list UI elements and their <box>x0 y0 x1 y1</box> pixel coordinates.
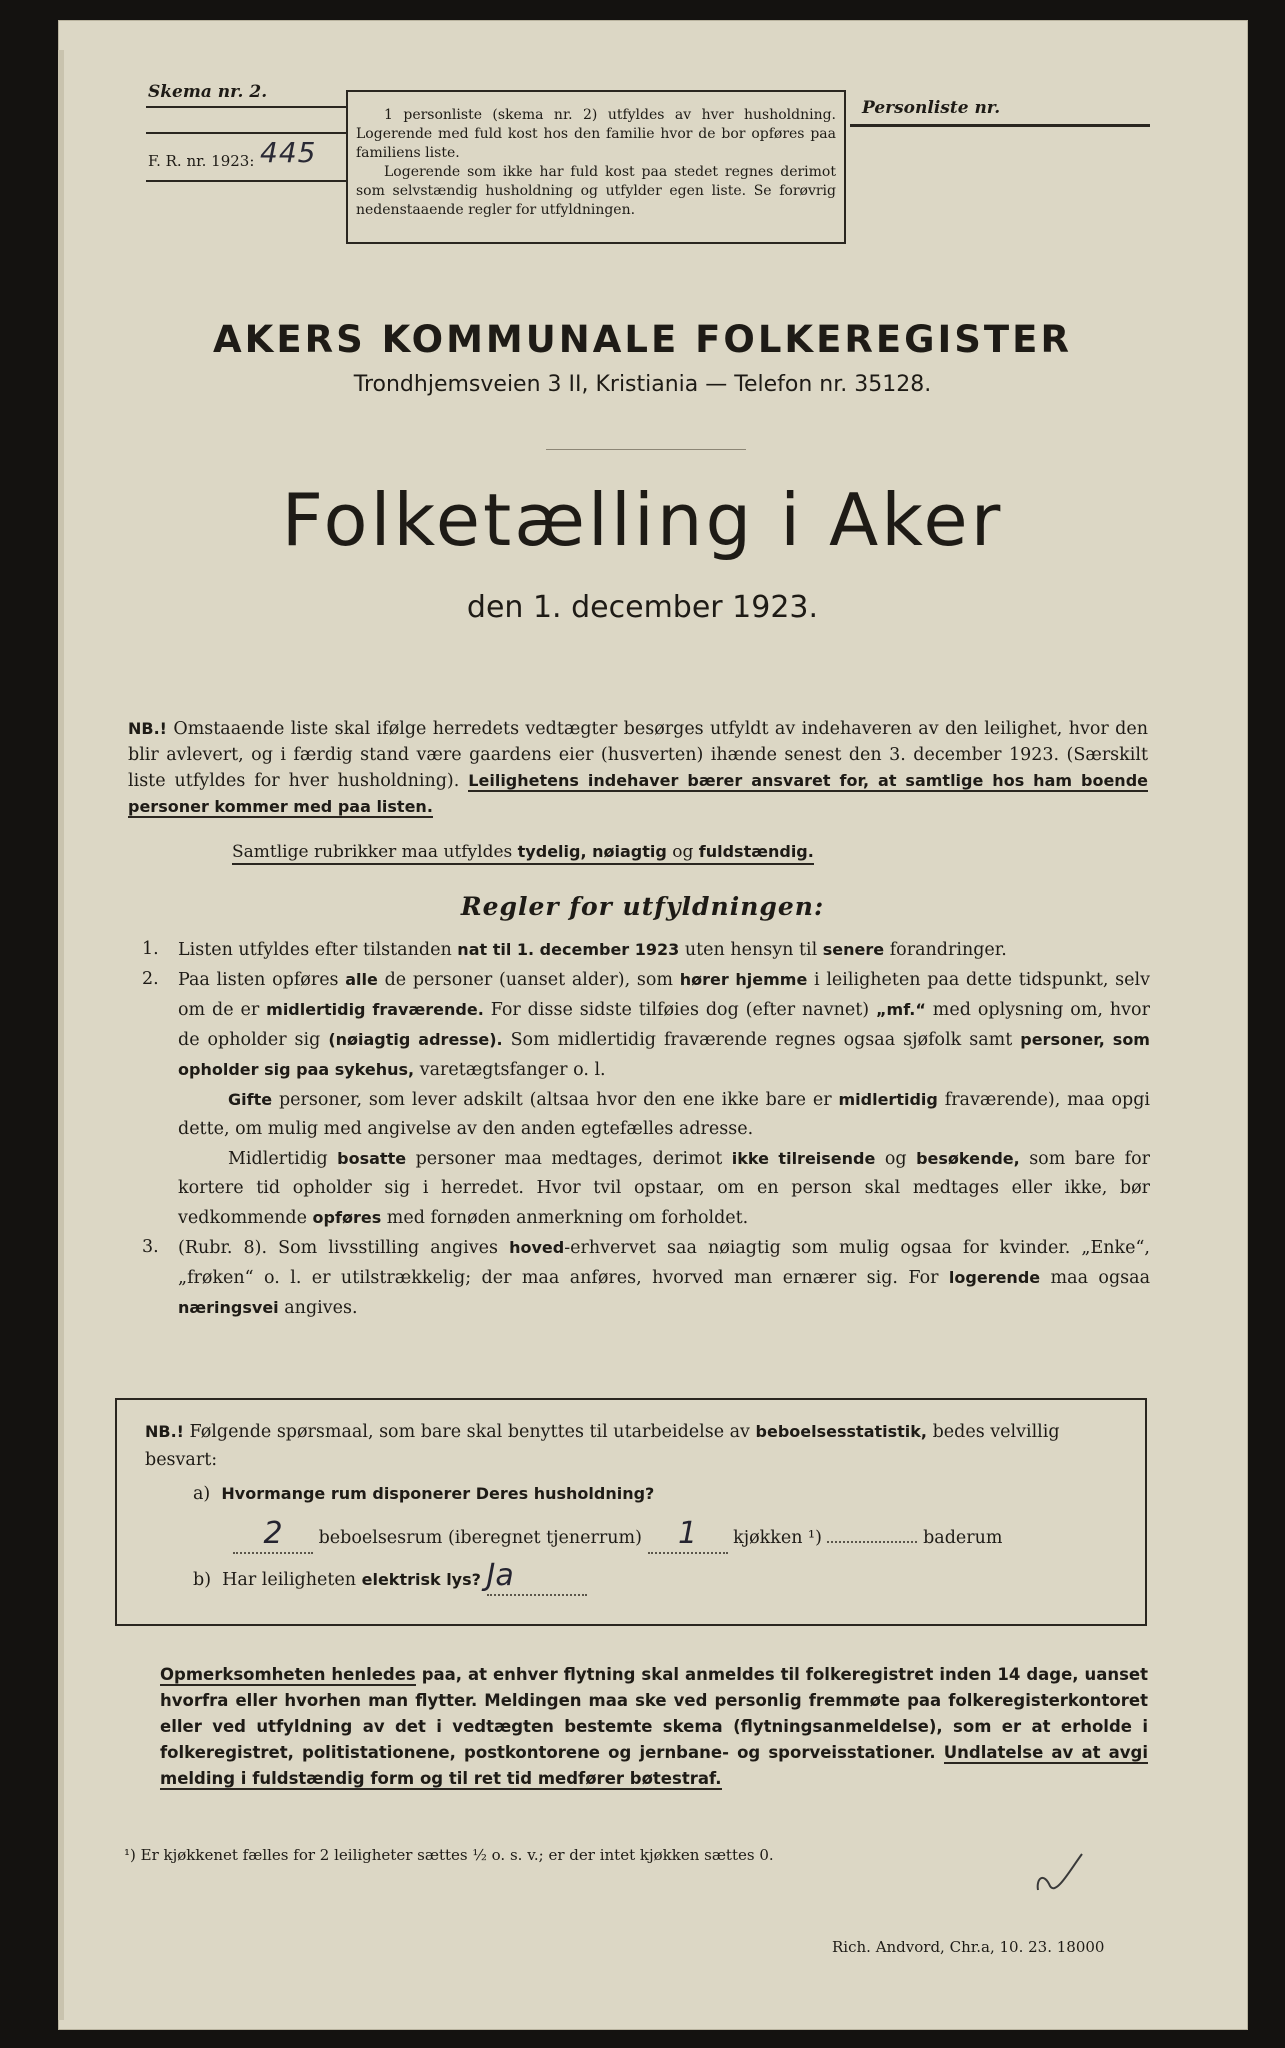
rule-text: uten hensyn til <box>684 940 818 960</box>
notice-penalty: Undlatelse av at avgi melding i fuldstændig form og til ret tid medfører bøtestraf. <box>160 1743 1148 1788</box>
rooms-field[interactable] <box>233 1516 313 1554</box>
rule-text: (Rubr. 8). Som livsstilling angives <box>178 1238 499 1258</box>
kitchen-field[interactable] <box>648 1516 728 1554</box>
handwritten-check-icon <box>1030 1850 1090 1900</box>
organization-address: Trondhjemsveien 3 II, Kristiania — Telefon nr. 35128. <box>353 372 932 397</box>
fr-number-label: F. R. nr. 1923: <box>148 152 255 170</box>
census-date: den 1. december 1923. <box>466 590 819 625</box>
rule-bold: hører hjemme <box>679 970 808 989</box>
rule-number: 3. <box>142 1237 159 1257</box>
rule-text: maa ogsaa <box>1050 1268 1150 1288</box>
rule-bold: opføres <box>312 1208 382 1227</box>
electric-light-field[interactable] <box>486 1558 587 1596</box>
rule-1 <box>142 935 1150 965</box>
rule-bold: „mf.“ <box>876 1000 926 1019</box>
rule-bold: midlertidig fraværende. <box>266 1000 484 1019</box>
nb-label: NB.! <box>128 719 167 738</box>
question-b-text: Har leiligheten <box>222 1570 357 1590</box>
rule-text: forandringer. <box>889 940 1007 960</box>
bath-label: baderum <box>923 1528 1003 1548</box>
rule-text: Midlertidig <box>228 1149 328 1169</box>
rule-text: angives. <box>284 1298 358 1318</box>
samtlige-og: og <box>672 842 694 862</box>
nb2-text: Følgende spørsmaal, som bare skal benyttes til utarbeidelse av <box>189 1422 750 1442</box>
nb-text: Omstaaende liste skal ifølge herredets vedtægter besørges utfyldt av indehaveren av den leilighet, hvor den blir avlevert, og i færdig stand være gaardens eier (husverten) ihænde senest den 3. december 1923. (Særskilt liste utfyldes for hver husholdning). <box>128 719 1148 791</box>
nb-responsibility: Leilighetens indehaver bærer ansvaret for, at samtlige hos ham boende personer kommer med paa listen. <box>128 771 1149 816</box>
rooms-answer-line <box>145 1516 1121 1554</box>
skema-rule <box>146 106 346 108</box>
rule-text: personer maa medtages, derimot <box>415 1149 723 1169</box>
rule-bold: nat til 1. december 1923 <box>457 940 680 959</box>
rule-bold: ikke tilreisende <box>731 1149 876 1168</box>
rule-number: 2. <box>142 969 159 989</box>
nb2-label: NB.! <box>145 1422 184 1441</box>
title-divider <box>546 449 746 450</box>
rule-2 <box>142 965 1150 1233</box>
rule-bold: besøkende, <box>916 1149 1020 1168</box>
moving-notice <box>160 1662 1148 1792</box>
rule-bold: Gifte <box>228 1090 273 1109</box>
personliste-rule <box>850 124 1150 127</box>
samtlige-bold-1: tydelig, nøiagtig <box>517 842 667 861</box>
rule-text: varetægtsfanger o. l. <box>419 1060 606 1080</box>
header-rule-left <box>146 132 346 134</box>
rule-text: Listen utfyldes efter tilstanden <box>178 940 452 960</box>
bath-field[interactable] <box>827 1541 917 1543</box>
notice-lead: Opmerksomheten henledes <box>160 1665 416 1684</box>
notice-text: paa, at enhver flytning skal anmeldes til folkeregistret inden 14 dage, uanset hvorfra eller hvorhen man flytter. Meldingen maa ske ved personlig fremmøte paa folkeregisterkontoret eller ved utfyldning av det i vedtægten bestemte skema (flytningsanmeldelse), som er at erholde i folkeregistret, politistationene, postkontorene og jernbane- og sporveisstationer. <box>160 1665 1149 1762</box>
instruction-line-2: Logerende som ikke har fuld kost paa stedet regnes derimot som selvstændig husholdning og utfylder egen liste. Se forøvrig nedenstaaende regler for utfyldningen. <box>356 164 836 218</box>
housing-questions-box <box>115 1398 1147 1626</box>
rule-text: de personer (uanset alder), som <box>384 970 673 990</box>
fr-rule <box>146 180 346 182</box>
question-b <box>145 1558 1121 1596</box>
rule-text: og <box>884 1149 907 1169</box>
rule-bold: næringsvei <box>178 1298 279 1317</box>
samtlige-bold-2: fuldstændig. <box>698 842 814 861</box>
rule-bold: midlertidig <box>838 1090 938 1109</box>
rule-text: Paa listen opføres <box>178 970 339 990</box>
samtlige-text: Samtlige rubrikker maa utfyldes <box>232 842 513 862</box>
rule-bold: bosatte <box>337 1149 407 1168</box>
rule-number: 1. <box>142 939 159 959</box>
kitchen-label: kjøkken ¹) <box>733 1528 822 1548</box>
rule-text: Som midlertidig fraværende regnes ogsaa sjøfolk samt <box>510 1030 1013 1050</box>
rule-text: med oplysning om, hvor de opholder sig <box>178 1000 1150 1050</box>
nb-paragraph <box>128 716 1148 820</box>
question-a-label: a) <box>193 1484 211 1504</box>
question-a-text: Hvormange rum disponerer Deres husholdning? <box>221 1484 655 1503</box>
rooms-label: beboelsesrum (iberegnet tjenerrum) <box>318 1528 642 1548</box>
rule-text: fraværende), maa opgi dette, om mulig med angivelse av den anden egtefælles adresse. <box>178 1090 1150 1139</box>
rule-text: med fornøden anmerkning om forholdet. <box>386 1208 749 1228</box>
fr-number-value: 445 <box>260 136 317 169</box>
question-b-label: b) <box>193 1570 212 1590</box>
question-b-bold: elektrisk lys? <box>361 1570 481 1589</box>
rule-text: -erhvervet saa nøiagtig som mulig ogsaa for kvinder. „Enke“, „frøken“ o. l. er utilstrækkelig; der maa anføres, hvorved man ernærer sig. For <box>178 1238 1150 1288</box>
nb2-intro <box>145 1418 1121 1474</box>
page-title: Folketælling i Aker <box>281 478 1004 562</box>
rule-3 <box>142 1233 1150 1323</box>
rule-text: i leiligheten paa dette tidspunkt, selv om de er <box>178 970 1150 1020</box>
skema-label: Skema nr. 2. <box>148 82 268 102</box>
organization-name: AKERS KOMMUNALE FOLKEREGISTER <box>213 318 1072 361</box>
rules-heading: Regler for utfyldningen: <box>460 892 825 921</box>
instruction-line-1: 1 personliste (skema nr. 2) utfyldes av hver husholdning. Logerende med fuld kost hos den familie hvor de bor opføres paa familiens liste. <box>356 107 836 161</box>
rules-list <box>142 935 1150 1323</box>
nb2-text: bedes velvillig besvart: <box>145 1422 1060 1470</box>
rule-bold: alle <box>345 970 378 989</box>
kitchen-value: 1 <box>677 1516 698 1551</box>
nb2-bold: beboelsesstatistik, <box>755 1422 927 1441</box>
rule-text: som bare for kortere tid opholder sig i herredet. Hvor tvil opstaar, om en person skal medtages eller ikke, bør vedkommende <box>178 1149 1150 1228</box>
electric-light-answer: Ja <box>486 1558 514 1593</box>
instructions-box <box>346 90 846 244</box>
rooms-value: 2 <box>263 1516 283 1551</box>
rule-bold: logerende <box>948 1268 1041 1287</box>
rule-bold: senere <box>822 940 885 959</box>
rule-text: For disse sidste tilføies dog (efter navnet) <box>490 1000 870 1020</box>
question-a <box>145 1480 1121 1508</box>
rule-bold: personer, som opholder sig paa sykehus, <box>178 1030 1150 1079</box>
footnote: ¹) Er kjøkkenet fælles for 2 leiligheter sættes ½ o. s. v.; er der intet kjøkken sættes 0. <box>124 1846 774 1864</box>
rule-bold: hoved <box>509 1238 565 1257</box>
samtlige-line <box>232 842 814 865</box>
rule-text: personer, som lever adskilt (altsaa hvor den ene ikke bare er <box>278 1090 832 1110</box>
printer-imprint: Rich. Andvord, Chr.a, 10. 23. 18000 <box>832 1938 1105 1956</box>
personliste-label: Personliste nr. <box>862 98 1001 118</box>
rule-bold: (nøiagtig adresse). <box>328 1030 503 1049</box>
